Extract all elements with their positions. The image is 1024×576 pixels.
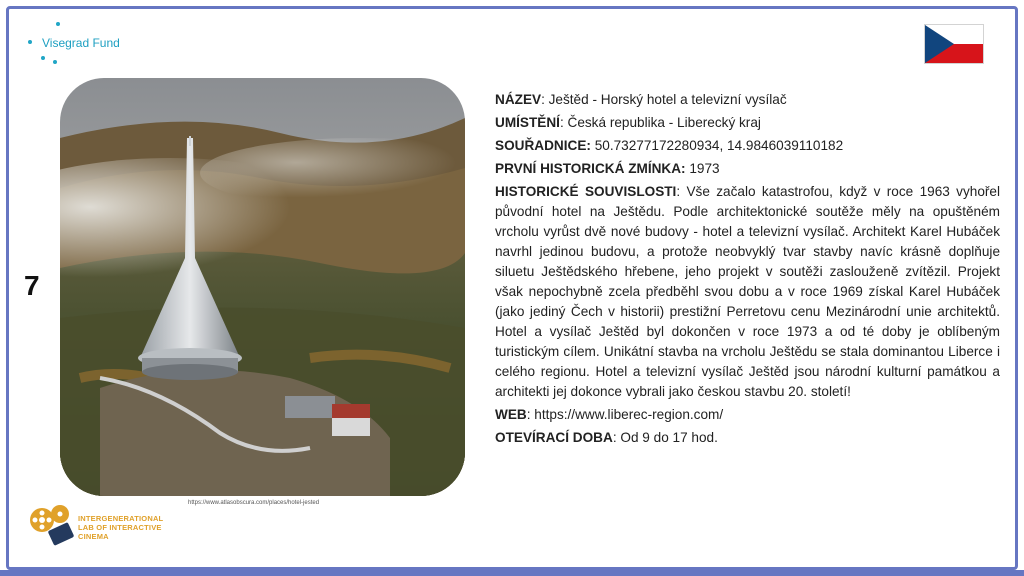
info-first-mention [495, 159, 1000, 179]
web-value[interactable]: : https://www.liberec-region.com/ [526, 407, 724, 422]
logo-dot-icon [56, 22, 60, 26]
logo-dot-icon [41, 56, 45, 60]
czech-flag-icon [924, 24, 984, 64]
history-value: : Vše začalo katastrofou, když v roce 1963 vyhořel původní hotel na Ještědu. Podle architektonické soutěže měly na opuštěném vrcholu vyrůst dvě nové budovy - hotel a televizní vysílač. Architekt Karel Hubáček navrhl jedinou budovu, a protože neobvyklý tvar stavby navíc krásně doplňuje siluetu Ještědského hřebene, jeho projekt v soutěži zaslouženě zvítězil. Projekt však nepochybně zcela předběhl svou dobu a v roce 1969 získal Karel Hubáček (jako jediný Čech v historii) prestižní Perretovu cenu Mezinárodní unie architektů. Hotel a vysílač Ještěd byl dokončen v roce 1973 a od té doby je oblíbeným turistickým cílem. Unikátní stavba na vrcholu Ještědu se stala dominantou Liberce i celého regionu. Hotel a televizní vysílač Ještěd jsou národní kulturní památkou a architekti jej dokonce vybrali jako českou stavbu 20. století! [495, 184, 1000, 399]
lab-logo-text [78, 514, 163, 541]
name-value: : Ještěd - Horský hotel a televizní vysílač [541, 92, 787, 107]
visegrad-fund-logo [28, 22, 138, 66]
lab-logo-line: CINEMA [78, 532, 109, 541]
film-reel-icon [26, 500, 82, 550]
info-history [495, 182, 1000, 402]
opening-hours-label: OTEVÍRACÍ DOBA [495, 430, 613, 445]
info-web [495, 405, 1000, 425]
name-label: NÁZEV [495, 92, 542, 107]
first-mention-value: 1973 [685, 161, 720, 176]
logo-dot-icon [28, 40, 32, 44]
opening-hours-value: : Od 9 do 17 hod. [612, 430, 718, 445]
location-value: : Česká republika - Liberecký kraj [559, 115, 761, 130]
lab-logo-line: LAB OF INTERACTIVE [78, 523, 162, 532]
slide-bottom-bar [0, 570, 1024, 576]
info-block [495, 90, 1000, 451]
info-location [495, 113, 1000, 133]
web-label: WEB [495, 407, 527, 422]
location-label: UMÍSTĚNÍ [495, 115, 560, 130]
coordinates-value: 50.73277172280934, 14.9846039110182 [590, 138, 844, 153]
first-mention-label: PRVNÍ HISTORICKÁ ZMÍNKA: [495, 161, 686, 176]
photo-caption: https://www.atlasobscura.com/places/hotel-jested [188, 500, 320, 506]
info-opening-hours [495, 428, 1000, 448]
history-label: HISTORICKÉ SOUVISLOSTI [495, 184, 677, 199]
coordinates-label: SOUŘADNICE: [495, 138, 591, 153]
info-coordinates [495, 136, 1000, 156]
logo-text: Visegrad Fund [42, 36, 120, 50]
lab-logo-line: INTERGENERATIONAL [78, 514, 164, 523]
jested-photo [60, 78, 465, 496]
slide-number: 7 [24, 270, 40, 301]
logo-dot-icon [53, 60, 57, 64]
info-name [495, 90, 1000, 110]
